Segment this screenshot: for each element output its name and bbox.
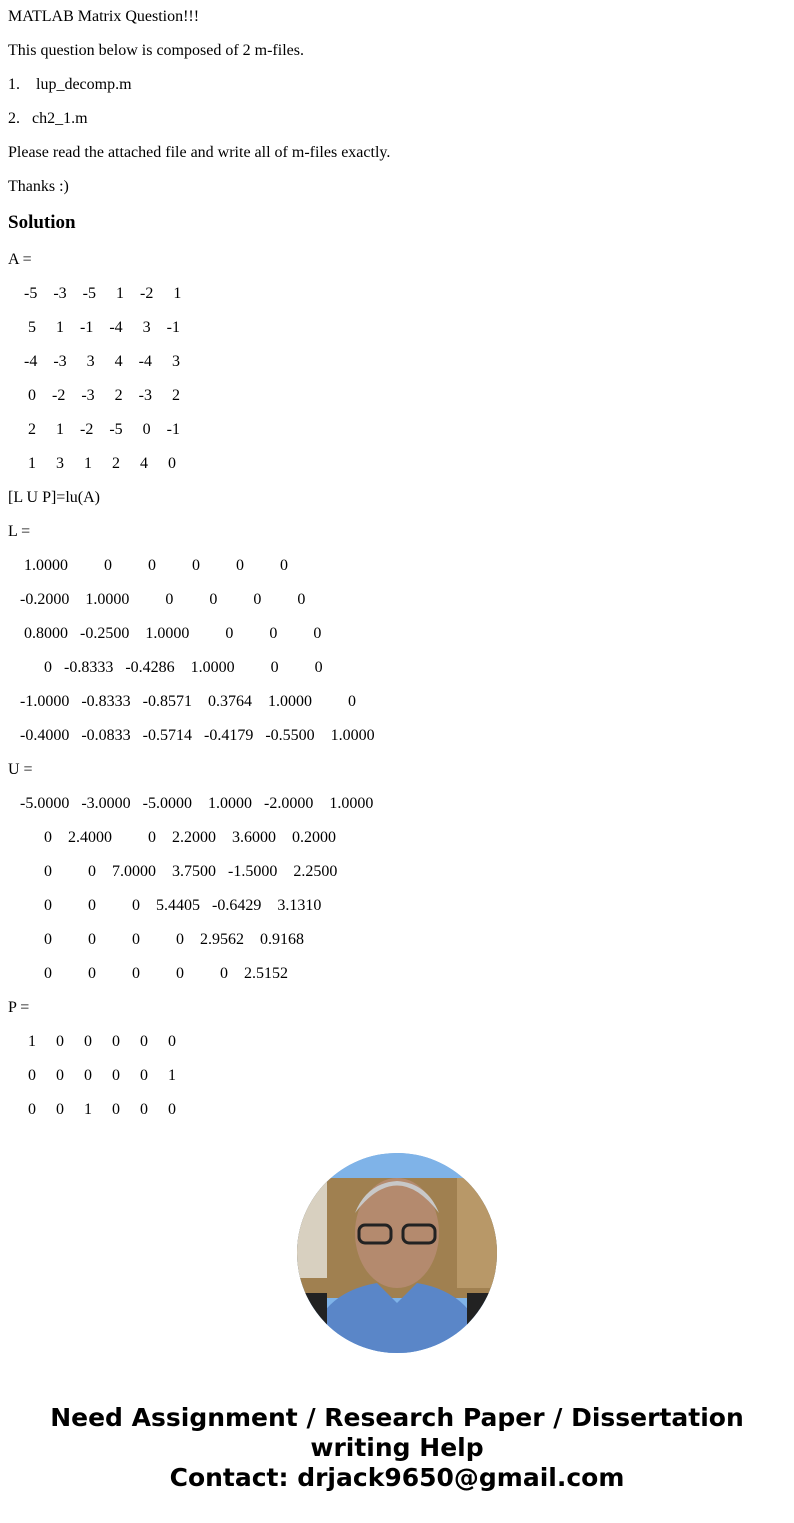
matrix-label: A = [8,251,32,268]
file-item: 1. lup_decomp.m [8,76,132,93]
matrix-row: 0 0 0 0 0 1 [8,1067,176,1084]
matrix-row: 1.0000 0 0 0 0 0 [8,557,288,574]
avatar [297,1153,497,1353]
matrix-row: 0 0 0 5.4405 -0.6429 3.1310 [8,897,322,914]
matrix-row: -5.0000 -3.0000 -5.0000 1.0000 -2.0000 1.0000 [8,795,374,812]
footer-line: writing Help [310,1433,484,1462]
question-title: MATLAB Matrix Question!!! [8,8,200,25]
footer-line: Need Assignment / Research Paper / Dissertation [50,1403,744,1432]
matrix-row: 0 0 1 0 0 0 [8,1101,176,1118]
matrix-row: 0 0 7.0000 3.7500 -1.5000 2.2500 [8,863,338,880]
command: [L U P]=lu(A) [8,489,100,506]
matrix-l [8,557,786,745]
matrix-row: 0 -2 -3 2 -3 2 [8,387,180,404]
matrix-row: 0.8000 -0.2500 1.0000 0 0 0 [8,625,322,642]
matrix-p [8,1033,786,1119]
matrix-row: 0 0 0 0 2.9562 0.9168 [8,931,304,948]
matrix-u [8,795,786,983]
matrix-row: 0 2.4000 0 2.2000 3.6000 0.2000 [8,829,336,846]
matrix-row: 5 1 -1 -4 3 -1 [8,319,180,336]
thanks: Thanks :) [8,178,69,195]
question-intro: This question below is composed of 2 m-files. [8,42,304,59]
matrix-row: -1.0000 -0.8333 -0.8571 0.3764 1.0000 0 [8,693,356,710]
matrix-row: 1 0 0 0 0 0 [8,1033,176,1050]
matrix-row: -4 -3 3 4 -4 3 [8,353,180,370]
instruction: Please read the attached file and write all of m-files exactly. [8,144,391,161]
matrix-row: 1 3 1 2 4 0 [8,455,176,472]
matrix-row: -0.2000 1.0000 0 0 0 0 [8,591,306,608]
matrix-row: -5 -3 -5 1 -2 1 [8,285,182,302]
matrix-row: 2 1 -2 -5 0 -1 [8,421,180,438]
footer-contact [0,1403,794,1493]
matrix-row: 0 -0.8333 -0.4286 1.0000 0 0 [8,659,323,676]
matrix-label: L = [8,523,31,540]
file-item: 2. ch2_1.m [8,110,88,127]
matrix-label: U = [8,761,33,778]
solution-heading: Solution [8,212,76,233]
matrix-row: -0.4000 -0.0833 -0.5714 -0.4179 -0.5500 1.0000 [8,727,375,744]
person-photo-icon [297,1153,497,1353]
footer-contact-email: Contact: drjack9650@gmail.com [169,1463,625,1492]
matrix-a [8,285,786,473]
matrix-label: P = [8,999,30,1016]
matrix-row: 0 0 0 0 0 2.5152 [8,965,288,982]
